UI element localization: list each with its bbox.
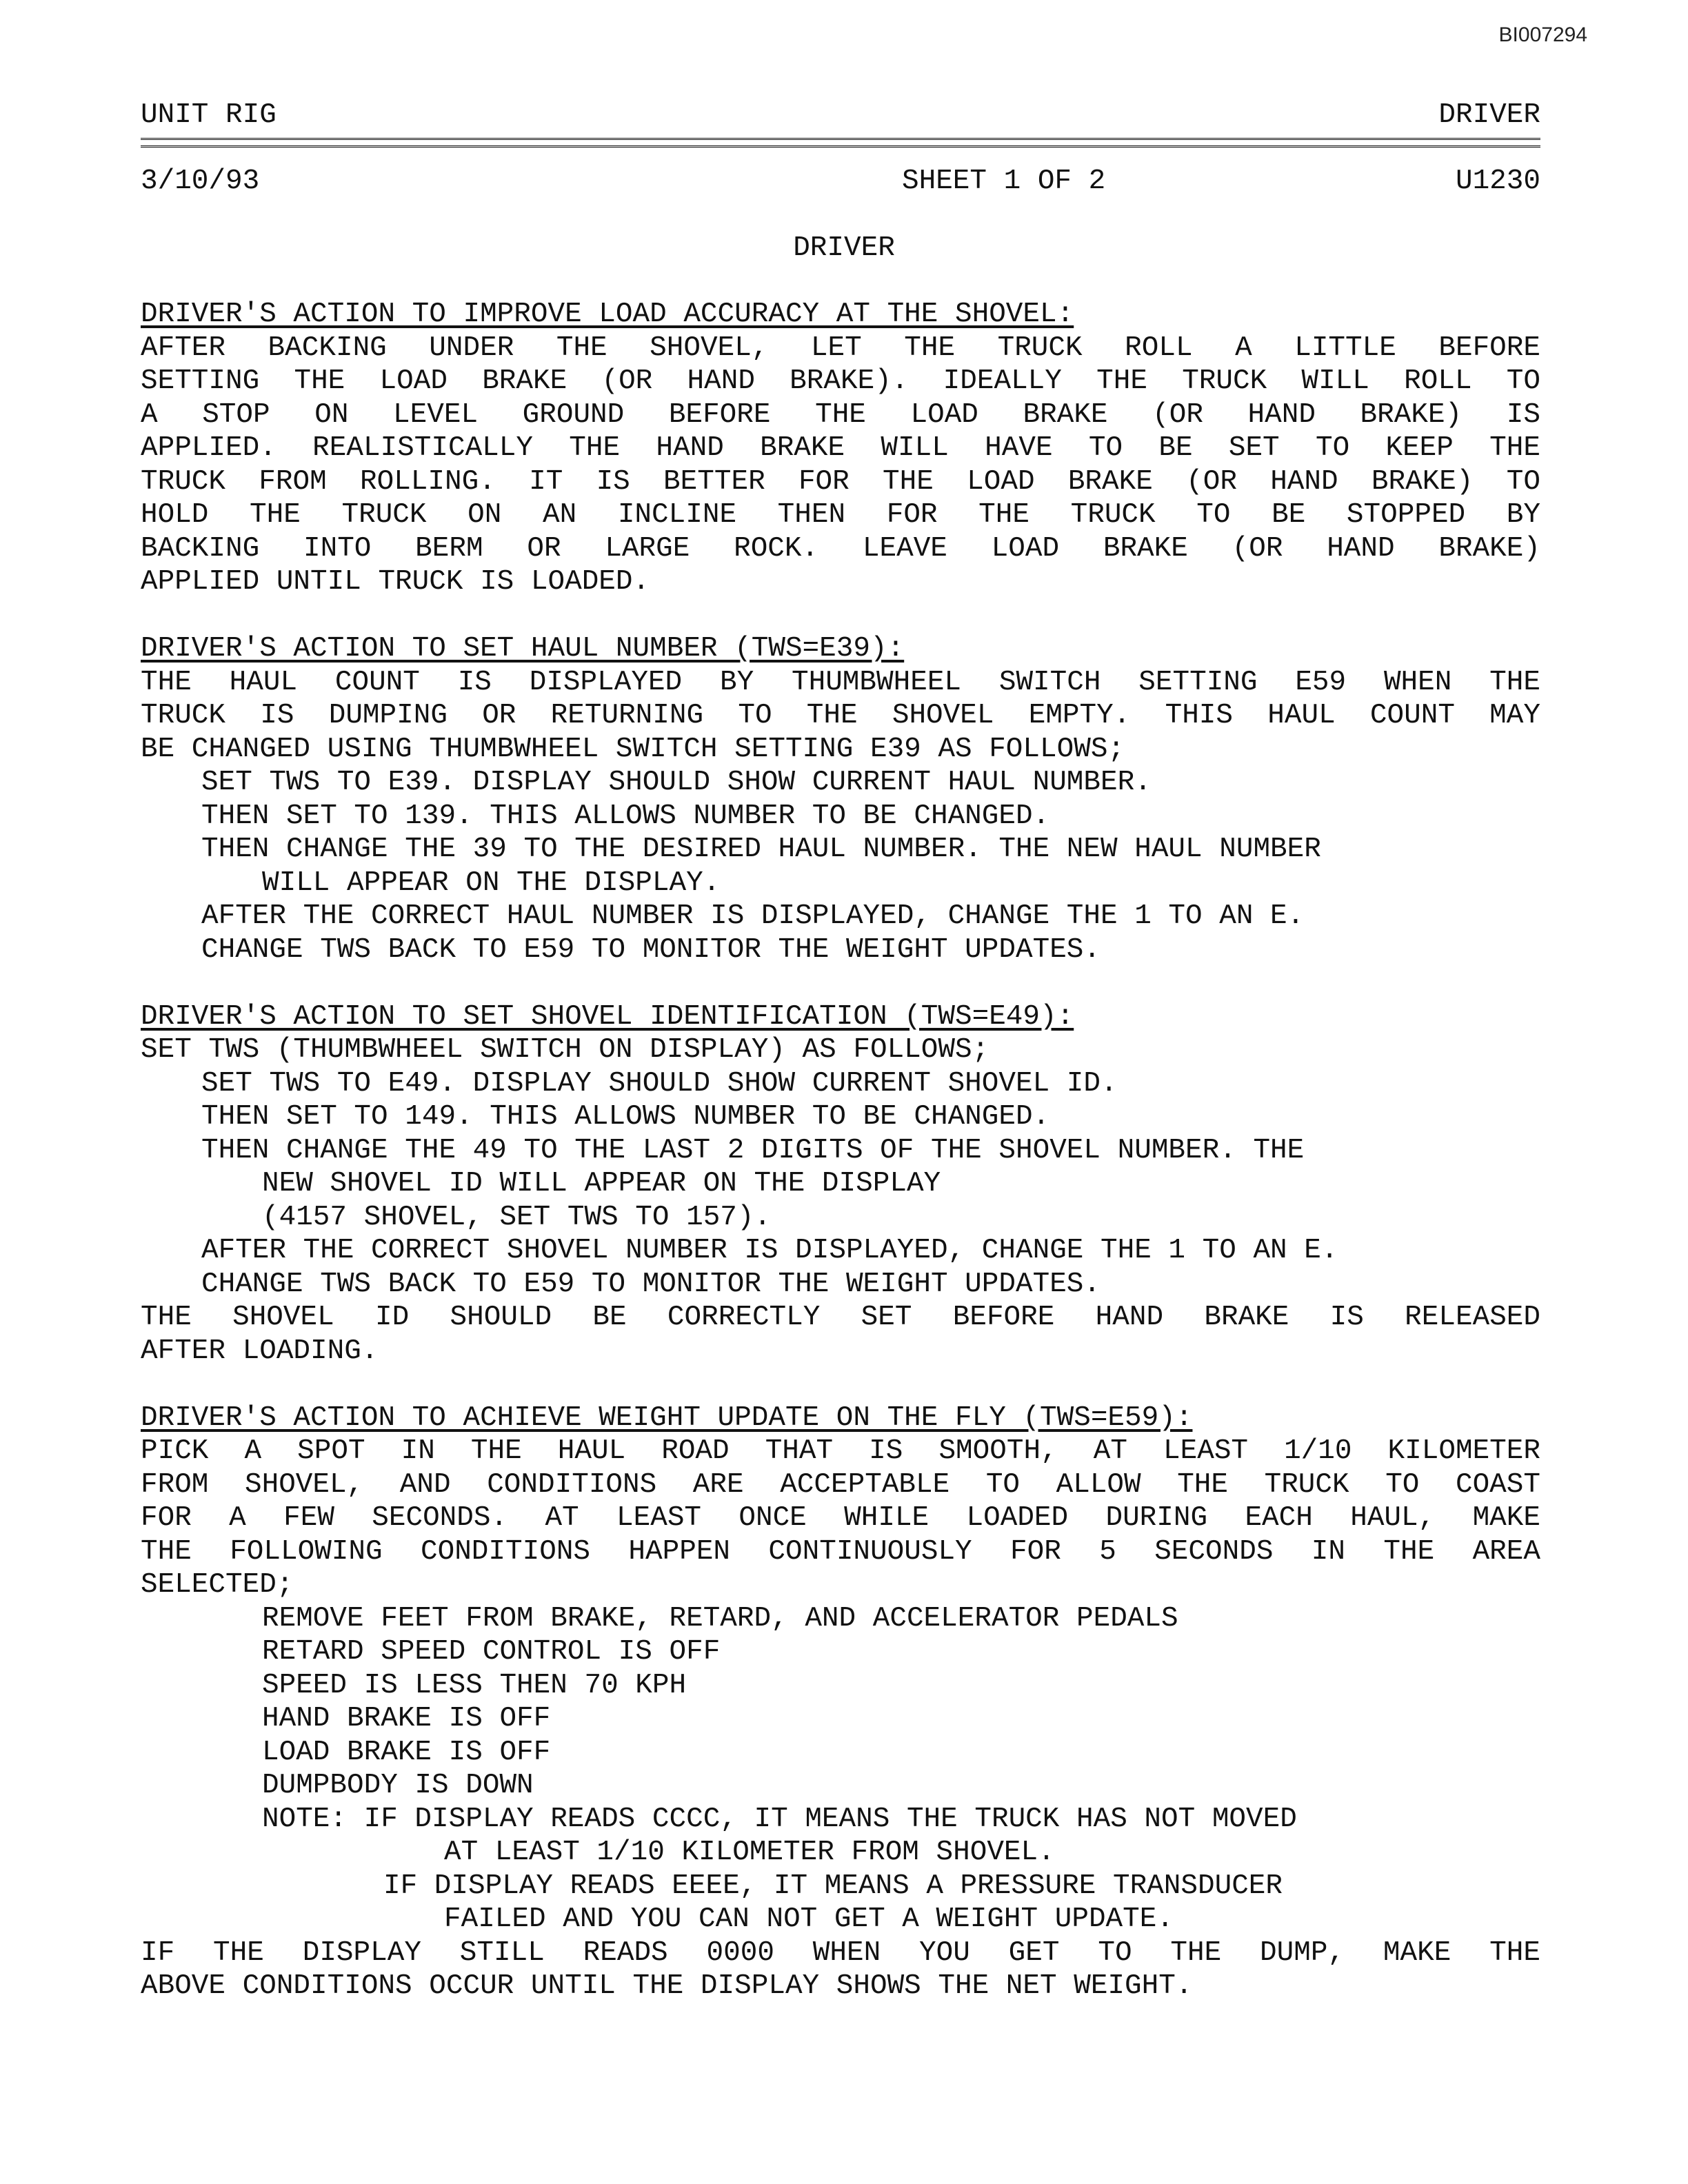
text-line: NOTE: IF DISPLAY READS CCCC, IT MEANS THE TRUCK HAS NOT MOVED xyxy=(262,1803,1297,1835)
text-line: IF DISPLAY READS EEEE, IT MEANS A PRESSURE TRANSDUCER xyxy=(383,1870,1283,1902)
section xyxy=(141,1402,1547,2003)
section-heading: DRIVER'S ACTION TO SET SHOVEL IDENTIFICATION (TWS=E49): xyxy=(141,1000,1074,1033)
text-line: BACKING INTO BERM OR LARGE ROCK. LEAVE LOAD BRAKE (OR HAND BRAKE) xyxy=(141,532,1540,565)
text-line: CHANGE TWS BACK TO E59 TO MONITOR THE WEIGHT UPDATES. xyxy=(201,933,1101,966)
text-line: THEN CHANGE THE 39 TO THE DESIRED HAUL NUMBER. THE NEW HAUL NUMBER xyxy=(201,833,1321,865)
text-line: DUMPBODY IS DOWN xyxy=(262,1770,534,1801)
section-gap xyxy=(141,967,1547,1000)
header-right: DRIVER xyxy=(1438,99,1540,131)
text-line: (4157 SHOVEL, SET TWS TO 157). xyxy=(262,1201,772,1233)
text-line: SET TWS (THUMBWHEEL SWITCH ON DISPLAY) AS FOLLOWS; xyxy=(141,1034,989,1066)
section xyxy=(141,1000,1547,1368)
section-gap xyxy=(141,599,1547,633)
header-row-2 xyxy=(141,165,1540,199)
header-code: U1230 xyxy=(1455,165,1540,197)
document-body xyxy=(141,298,1547,2003)
text-line: PICK A SPOT IN THE HAUL ROAD THAT IS SMOOTH, AT LEAST 1/10 KILOMETER xyxy=(141,1435,1540,1467)
text-line: THEN SET TO 149. THIS ALLOWS NUMBER TO BE CHANGED. xyxy=(201,1101,1050,1133)
text-line: THE SHOVEL ID SHOULD BE CORRECTLY SET BEFORE HAND BRAKE IS RELEASED xyxy=(141,1302,1540,1333)
text-line: SET TWS TO E49. DISPLAY SHOULD SHOW CURRENT SHOVEL ID. xyxy=(201,1067,1118,1100)
text-line: THEN SET TO 139. THIS ALLOWS NUMBER TO BE CHANGED. xyxy=(201,800,1050,832)
text-line: SPEED IS LESS THEN 70 KPH xyxy=(262,1669,687,1701)
section-heading: DRIVER'S ACTION TO SET HAUL NUMBER (TWS=E39): xyxy=(141,633,905,665)
text-line: RETARD SPEED CONTROL IS OFF xyxy=(262,1636,721,1668)
text-line: CHANGE TWS BACK TO E59 TO MONITOR THE WEIGHT UPDATES. xyxy=(201,1268,1101,1300)
text-line: FOR A FEW SECONDS. AT LEAST ONCE WHILE LOADED DURING EACH HAUL, MAKE xyxy=(141,1502,1540,1534)
text-line: WILL APPEAR ON THE DISPLAY. xyxy=(262,867,721,899)
text-line: THE HAUL COUNT IS DISPLAYED BY THUMBWHEEL SWITCH SETTING E59 WHEN THE xyxy=(141,666,1540,698)
header-date: 3/10/93 xyxy=(141,165,260,197)
text-line: BE CHANGED USING THUMBWHEEL SWITCH SETTING E39 AS FOLLOWS; xyxy=(141,733,1125,765)
text-line: NEW SHOVEL ID WILL APPEAR ON THE DISPLAY xyxy=(262,1168,941,1200)
header-sheet: SHEET 1 OF 2 xyxy=(902,165,1106,197)
text-line: AFTER BACKING UNDER THE SHOVEL, LET THE TRUCK ROLL A LITTLE BEFORE xyxy=(141,332,1540,364)
double-rule xyxy=(141,138,1540,148)
text-line: TRUCK FROM ROLLING. IT IS BETTER FOR THE LOAD BRAKE (OR HAND BRAKE) TO xyxy=(141,465,1540,498)
section-gap xyxy=(141,1368,1547,1402)
section xyxy=(141,298,1547,599)
text-line: SET TWS TO E39. DISPLAY SHOULD SHOW CURRENT HAUL NUMBER. xyxy=(201,767,1152,798)
document-id: BI007294 xyxy=(1498,23,1587,46)
text-line: HAND BRAKE IS OFF xyxy=(262,1703,551,1735)
text-line: TRUCK IS DUMPING OR RETURNING TO THE SHOVEL EMPTY. THIS HAUL COUNT MAY xyxy=(141,700,1540,731)
section xyxy=(141,632,1547,967)
text-line: APPLIED UNTIL TRUCK IS LOADED. xyxy=(141,566,650,598)
header-left: UNIT RIG xyxy=(141,99,277,131)
text-line: SELECTED; xyxy=(141,1569,294,1601)
text-line: HOLD THE TRUCK ON AN INCLINE THEN FOR THE TRUCK TO BE STOPPED BY xyxy=(141,499,1540,531)
text-line: FROM SHOVEL, AND CONDITIONS ARE ACCEPTABLE TO ALLOW THE TRUCK TO COAST xyxy=(141,1468,1540,1501)
text-line: A STOP ON LEVEL GROUND BEFORE THE LOAD BRAKE (OR HAND BRAKE) IS xyxy=(141,398,1540,431)
text-line: IF THE DISPLAY STILL READS 0000 WHEN YOU GET TO THE DUMP, MAKE THE xyxy=(141,1937,1540,1969)
section-heading: DRIVER'S ACTION TO IMPROVE LOAD ACCURACY AT THE SHOVEL: xyxy=(141,299,1074,330)
header-row-1 xyxy=(141,99,1540,132)
text-line: REMOVE FEET FROM BRAKE, RETARD, AND ACCELERATOR PEDALS xyxy=(262,1602,1178,1635)
text-line: AT LEAST 1/10 KILOMETER FROM SHOVEL. xyxy=(444,1837,1055,1868)
text-line: AFTER THE CORRECT SHOVEL NUMBER IS DISPLAYED, CHANGE THE 1 TO AN E. xyxy=(201,1235,1338,1266)
text-line: LOAD BRAKE IS OFF xyxy=(262,1736,551,1768)
text-line: THE FOLLOWING CONDITIONS HAPPEN CONTINUOUSLY FOR 5 SECONDS IN THE AREA xyxy=(141,1535,1540,1568)
section-heading: DRIVER'S ACTION TO ACHIEVE WEIGHT UPDATE ON THE FLY (TWS=E59): xyxy=(141,1402,1193,1434)
text-line: AFTER LOADING. xyxy=(141,1335,379,1367)
text-line: FAILED AND YOU CAN NOT GET A WEIGHT UPDATE. xyxy=(444,1903,1174,1935)
text-line: ABOVE CONDITIONS OCCUR UNTIL THE DISPLAY SHOWS THE NET WEIGHT. xyxy=(141,1970,1193,2002)
text-line: THEN CHANGE THE 49 TO THE LAST 2 DIGITS OF THE SHOVEL NUMBER. THE xyxy=(201,1134,1305,1166)
text-line: SETTING THE LOAD BRAKE (OR HAND BRAKE). IDEALLY THE TRUCK WILL ROLL TO xyxy=(141,365,1540,397)
document-title: DRIVER xyxy=(793,232,895,264)
text-line: AFTER THE CORRECT HAUL NUMBER IS DISPLAYED, CHANGE THE 1 TO AN E. xyxy=(201,900,1305,932)
text-line: APPLIED. REALISTICALLY THE HAND BRAKE WILL HAVE TO BE SET TO KEEP THE xyxy=(141,432,1540,464)
